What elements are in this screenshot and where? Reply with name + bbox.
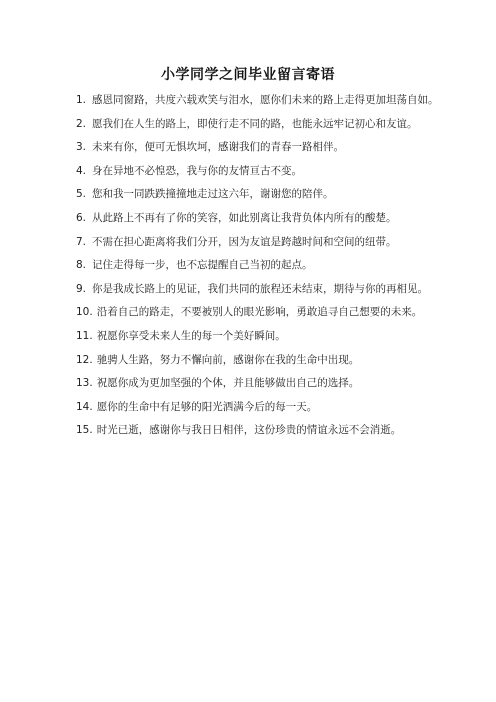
message-item xyxy=(76,93,476,117)
message-number: 3. xyxy=(76,141,87,154)
message-number: 6. xyxy=(76,211,87,224)
message-number: 1. xyxy=(76,94,87,106)
message-text: 你是我成长路上的见证，我们共同的旅程还未结束，期待与你的再相见。 xyxy=(92,282,428,295)
message-item xyxy=(76,376,476,400)
message-text: 时光已逝，感谢你与我日日相伴，这份珍贵的情谊永远不会消逝。 xyxy=(96,424,402,437)
message-item xyxy=(76,329,476,353)
message-item xyxy=(76,353,476,377)
message-number: 7. xyxy=(76,235,87,248)
message-item xyxy=(76,258,476,282)
message-text: 沿着自己的路走，不要被别人的眼光影响，勇敢追寻自己想要的未来。 xyxy=(96,306,423,319)
message-number: 4. xyxy=(76,164,87,177)
message-number: 5. xyxy=(76,188,87,201)
message-item xyxy=(76,282,476,306)
message-text: 从此路上不再有了你的笑容，如此别离让我背负体内所有的酸楚。 xyxy=(92,211,397,224)
message-number: 12. xyxy=(76,353,93,366)
message-item xyxy=(76,235,476,259)
message-item xyxy=(76,117,476,141)
message-text: 身在异地不必惶恐，我与你的友情亘古不变。 xyxy=(92,164,302,177)
message-text: 愿你的生命中有足够的阳光洒满今后的每一天。 xyxy=(96,400,318,413)
message-text: 祝愿你享受未来人生的每一个美好瞬间。 xyxy=(96,329,286,342)
message-text: 感恩同窗路，共度六载欢笑与泪水，愿你们未来的路上走得更加坦荡自如。 xyxy=(92,94,439,106)
message-item xyxy=(76,211,476,235)
message-list xyxy=(76,93,476,447)
message-number: 2. xyxy=(76,117,87,130)
document-title: 小学同学之间毕业留言寄语 xyxy=(161,67,335,83)
message-text: 祝愿你成为更加坚强的个体，并且能够做出自己的选择。 xyxy=(96,377,360,390)
message-number: 15. xyxy=(76,424,93,437)
message-number: 10. xyxy=(76,306,93,319)
message-text: 不需在担心距离将我们分开，因为友谊是跨越时间和空间的纽带。 xyxy=(92,235,397,248)
message-text: 愿我们在人生的路上，即使行走不同的路，也能永远牢记初心和友谊。 xyxy=(92,117,418,130)
message-number: 8. xyxy=(76,259,87,272)
message-text: 您和我一同跌跌撞撞地走过这六年，谢谢您的陪伴。 xyxy=(92,188,334,201)
message-number: 11. xyxy=(76,329,93,342)
message-text: 驰骋人生路，努力不懈向前，感谢你在我的生命中出现。 xyxy=(96,353,360,366)
message-number: 9. xyxy=(76,282,87,295)
message-item xyxy=(76,187,476,211)
message-item xyxy=(76,305,476,329)
message-item xyxy=(76,400,476,424)
message-item xyxy=(76,423,476,447)
message-text: 记住走得每一步，也不忘提醒自己当初的起点。 xyxy=(92,259,313,272)
message-number: 13. xyxy=(76,377,93,390)
message-item xyxy=(76,164,476,188)
message-number: 14. xyxy=(76,400,93,413)
message-text: 未来有你，便可无惧坎坷，感谢我们的青春一路相伴。 xyxy=(92,141,344,154)
message-item xyxy=(76,140,476,164)
